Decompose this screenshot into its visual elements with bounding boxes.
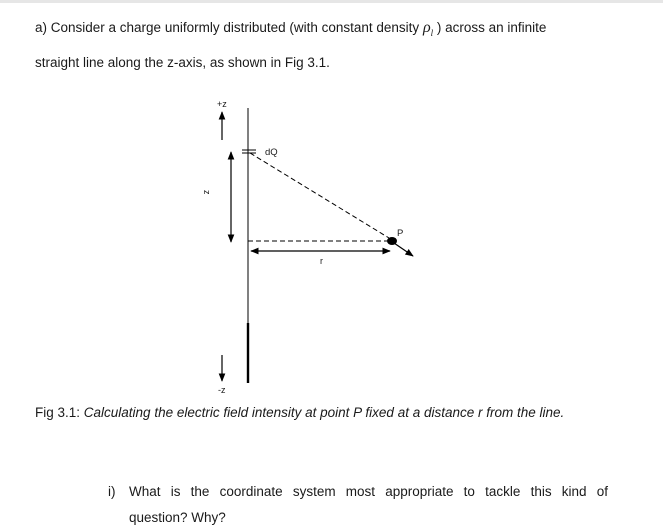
problem-line-2: straight line along the z-axis, as shown in Fig 3.1. xyxy=(35,55,330,71)
caption-text: Calculating the electric field intensity at point P fixed at a distance r from the line. xyxy=(83,405,565,420)
question-i xyxy=(108,479,608,531)
dq-label: dQ xyxy=(265,147,278,158)
figure-caption xyxy=(35,405,564,420)
minus-z-label: -z xyxy=(218,385,226,395)
question-line-1: What is the coordinate system most appropriate to tackle this kind of xyxy=(129,484,608,499)
question-body xyxy=(129,479,608,531)
plus-z-label: +z xyxy=(217,99,227,109)
question-line-2: question? Why? xyxy=(129,510,226,525)
question-number: i) xyxy=(108,484,116,499)
field-direction-arrow xyxy=(394,243,413,256)
dq-to-p-dashed-line xyxy=(250,153,389,238)
rho-l-symbol: $\rho_l$ xyxy=(422,19,434,39)
z-label: z xyxy=(202,190,212,195)
caption-label: Fig 3.1: xyxy=(35,405,84,420)
r-label: r xyxy=(320,256,323,266)
p-label: P xyxy=(397,228,404,239)
problem-line-1: a) Consider a charge uniformly distributed (with constant density $\rho_l$ ) across an infinite xyxy=(35,19,547,39)
